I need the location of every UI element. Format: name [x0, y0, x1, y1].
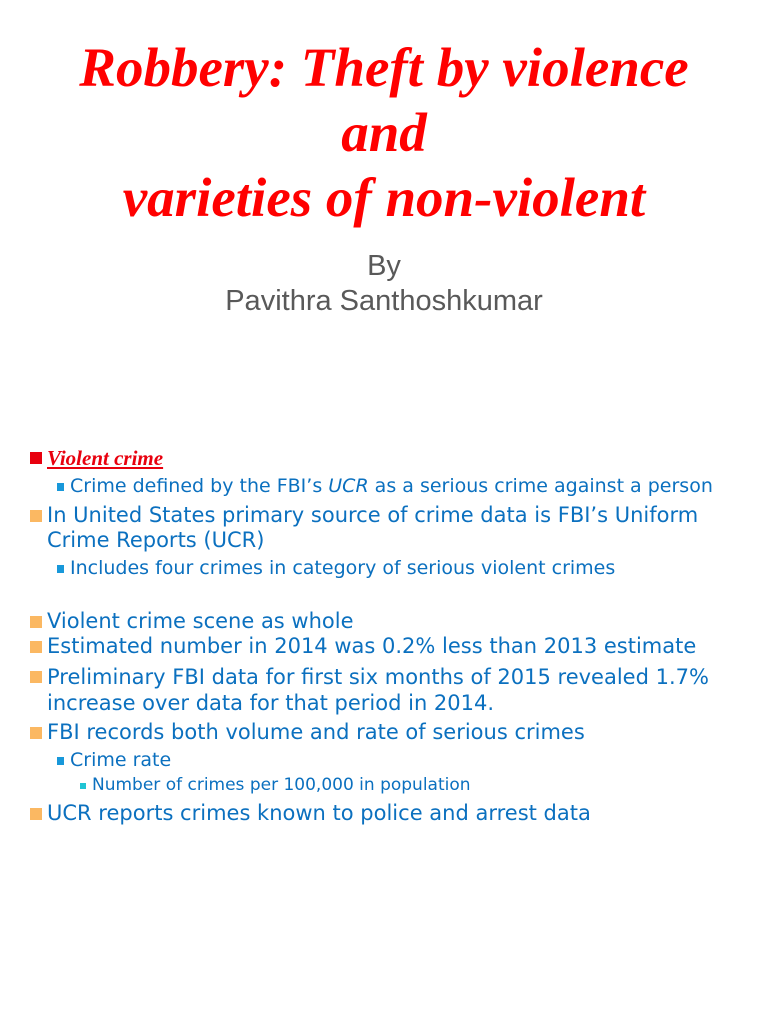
title-line-1: Robbery: Theft by violence — [79, 37, 689, 98]
blue-square-bullet-icon — [57, 483, 64, 491]
blue-square-bullet-icon — [57, 565, 64, 573]
orange-square-bullet-icon — [30, 808, 42, 820]
orange-square-bullet-icon — [30, 616, 42, 628]
cyan-square-bullet-icon — [80, 783, 86, 789]
list-item — [47, 634, 737, 659]
title-line-3: varieties of non-violent — [122, 167, 646, 228]
list-item-sub — [70, 475, 713, 498]
list-item — [47, 503, 737, 553]
bullet-text: UCR reports crimes known to police and arrest data — [47, 801, 591, 825]
bullet-text-emphasis: UCR — [328, 475, 369, 497]
bullet-text: In United States primary source of crime data is FBI’s Uniform Crime Reports (UCR) — [47, 503, 699, 552]
byline — [0, 249, 768, 319]
list-item — [47, 609, 737, 634]
list-item-sub — [70, 557, 615, 580]
section-heading: Violent crime — [47, 446, 164, 470]
orange-square-bullet-icon — [30, 510, 42, 522]
bullet-text: Violent crime scene as whole — [47, 609, 354, 633]
bullet-text: Includes four crimes in category of serious violent crimes — [70, 557, 616, 579]
byline-label: By — [367, 250, 401, 282]
slide-title — [0, 35, 768, 230]
bullet-text: Estimated number in 2014 was 0.2% less than 2013 estimate — [47, 634, 697, 658]
list-item-sub — [70, 749, 171, 772]
orange-square-bullet-icon — [30, 671, 42, 683]
bullet-text-part: Crime defined by the FBI’s — [70, 475, 329, 497]
bullet-text: FBI records both volume and rate of serious crimes — [47, 720, 585, 744]
list-item-heading — [47, 445, 163, 471]
orange-square-bullet-icon — [30, 641, 42, 653]
list-item — [47, 720, 737, 745]
title-line-2: and — [341, 102, 427, 163]
author-name: Pavithra Santhoshkumar — [225, 285, 543, 317]
list-item — [47, 664, 737, 716]
blue-square-bullet-icon — [57, 757, 64, 765]
orange-square-bullet-icon — [30, 727, 42, 739]
list-item — [47, 801, 737, 826]
bullet-text: Number of crimes per 100,000 in population — [92, 775, 471, 795]
bullet-text: Crime rate — [70, 749, 172, 771]
list-item-subsub — [92, 775, 471, 796]
red-square-bullet-icon — [30, 452, 42, 464]
bullet-text: Preliminary FBI data for first six months of 2015 revealed 1.7% increase over data for that period in 2014. — [47, 665, 709, 715]
bullet-text-part: as a serious crime against a person — [368, 475, 713, 497]
